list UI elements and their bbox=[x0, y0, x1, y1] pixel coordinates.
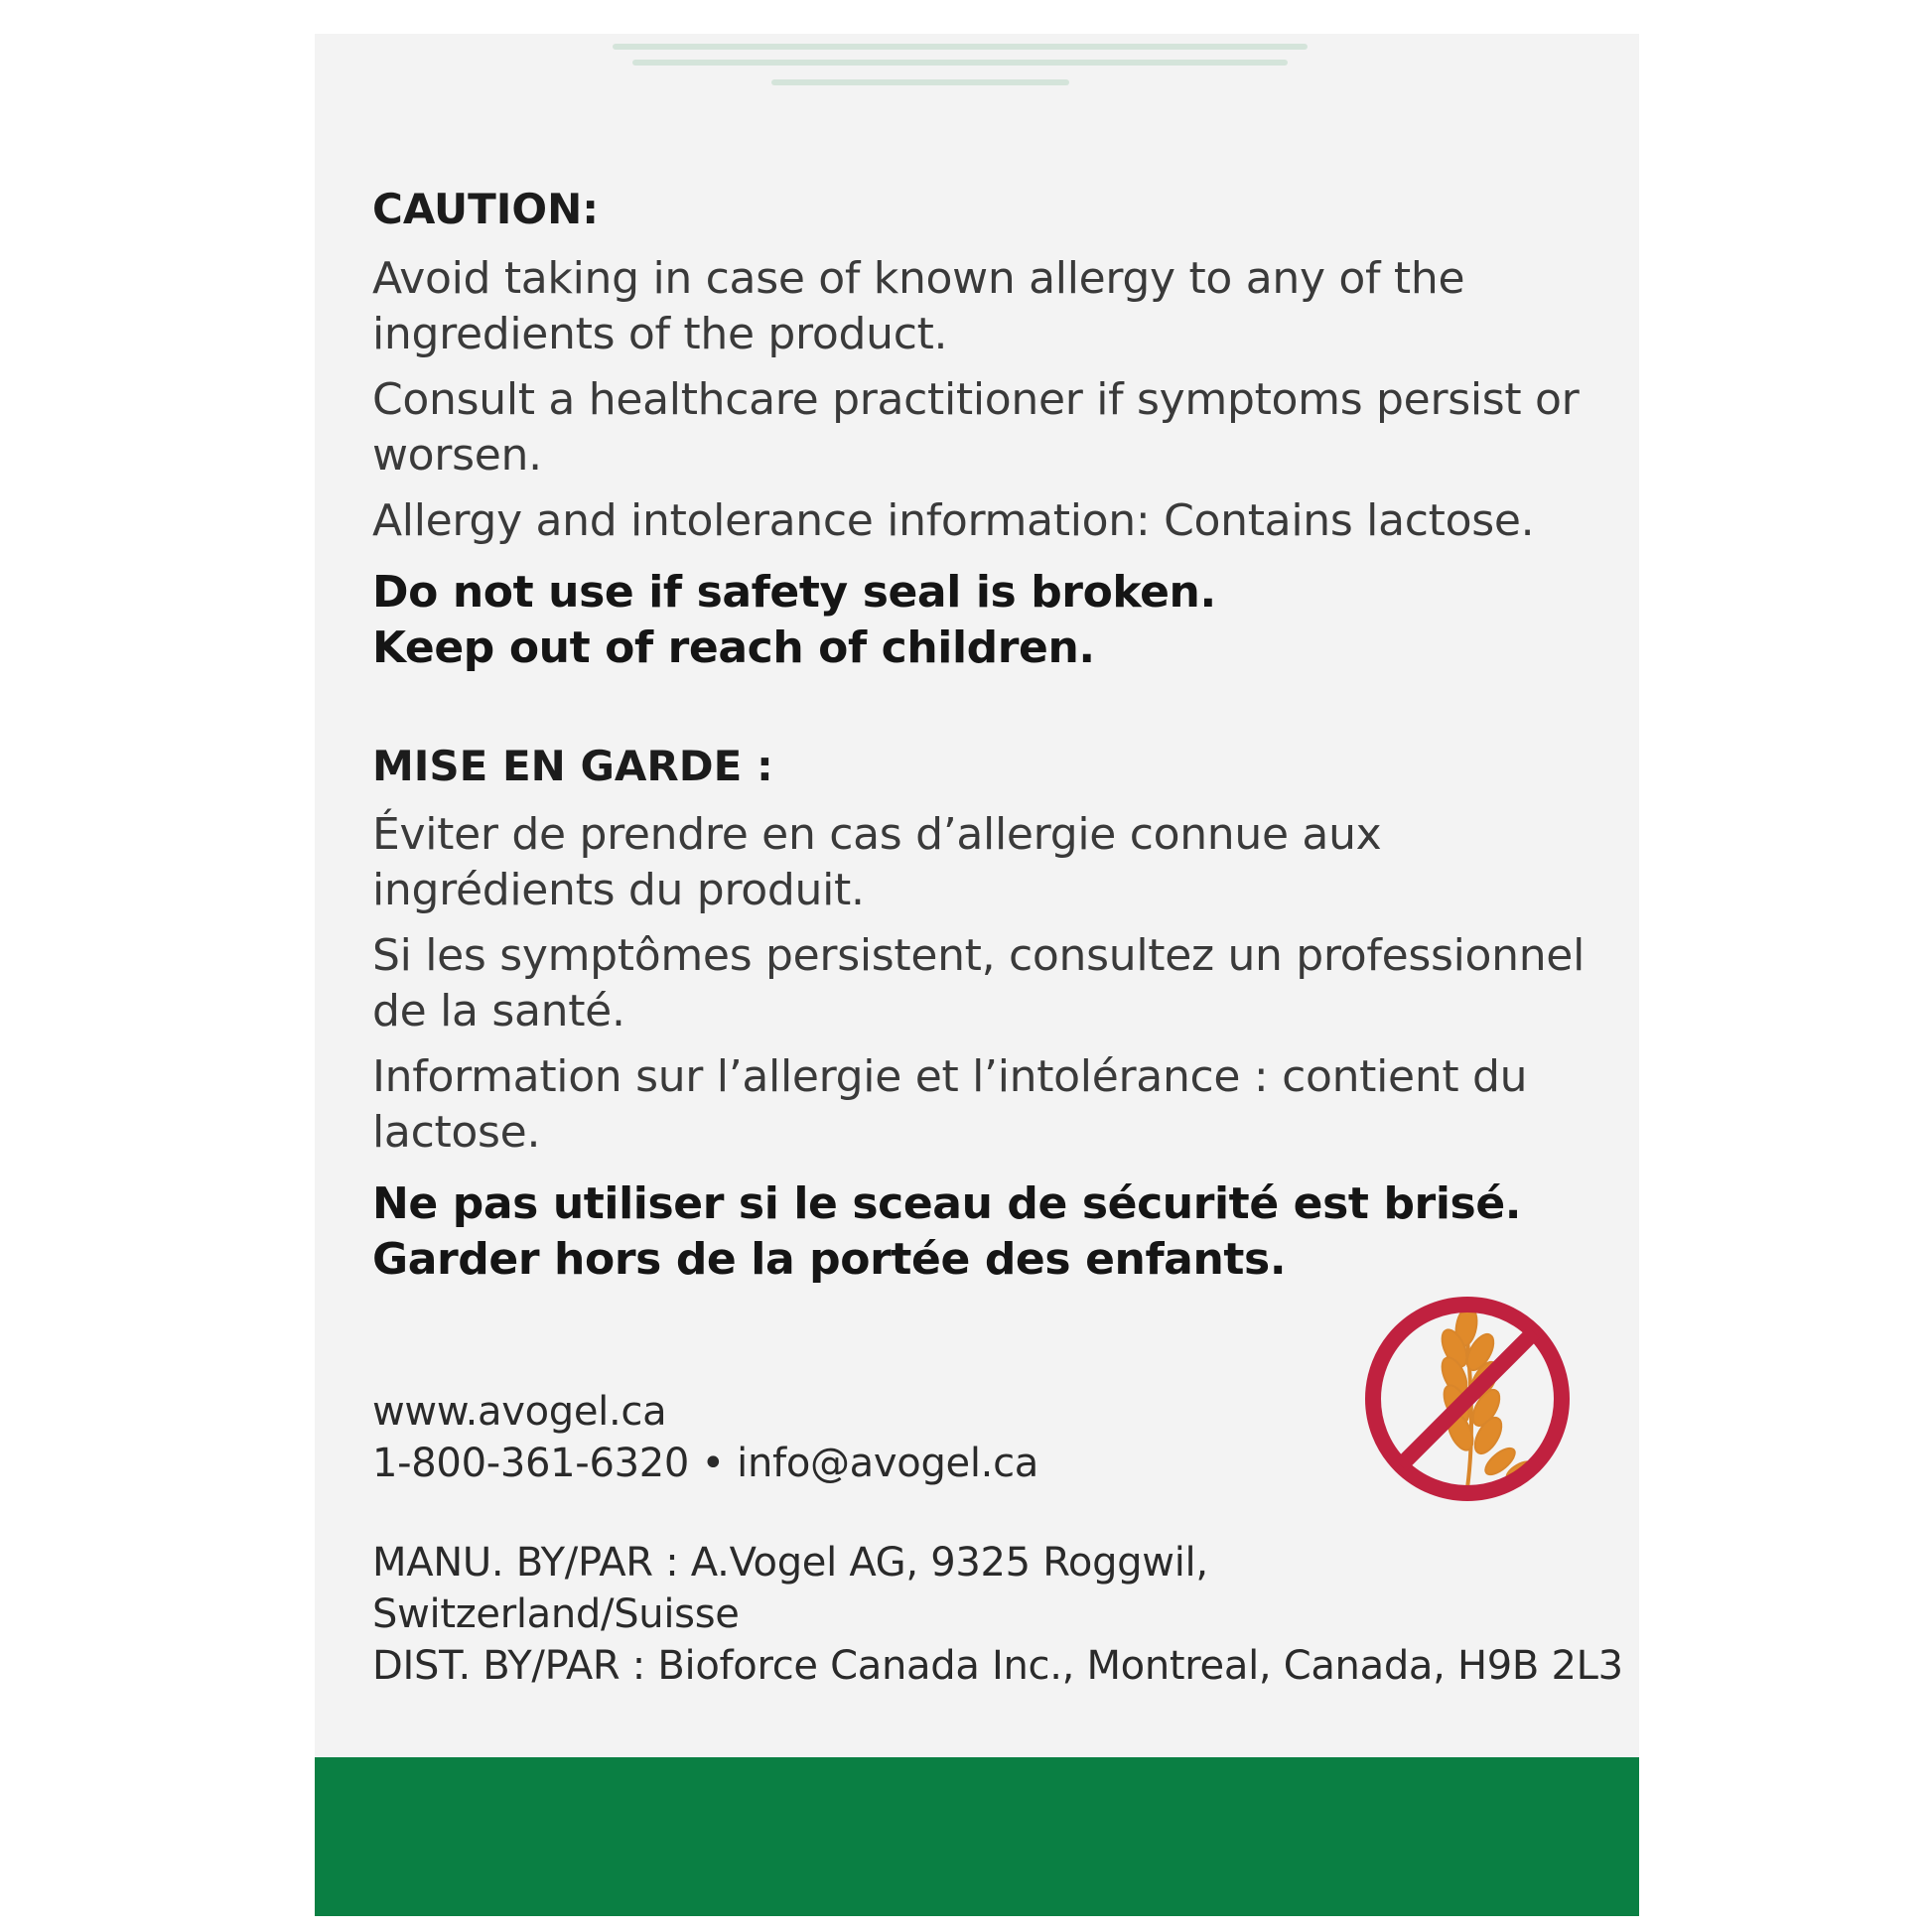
mise-en-garde-paragraph: Si les symptômes persistent, consultez un professionnel de la santé. bbox=[372, 930, 1586, 1037]
contact-info bbox=[372, 1386, 1038, 1489]
no-wheat-icon bbox=[1355, 1287, 1580, 1511]
product-box-back-panel bbox=[315, 34, 1639, 1916]
website-text: www.avogel.ca bbox=[372, 1389, 667, 1435]
english-warnings bbox=[372, 565, 1593, 676]
enfants-warning: Garder hors de la portée des enfants. bbox=[372, 1234, 1287, 1286]
caution-paragraph: Consult a healthcare practitioner if symptoms persist or worsen. bbox=[372, 373, 1580, 481]
mise-en-garde-paragraph: Information sur l’allergie et l’intolérance : contient du lactose. bbox=[372, 1051, 1528, 1159]
safety-seal-warning: Do not use if safety seal is broken. bbox=[372, 566, 1216, 618]
manufacturer-info bbox=[372, 1537, 1623, 1692]
caution-paragraph: Allergy and intolerance information: Contains lactose. bbox=[372, 494, 1535, 546]
french-warnings bbox=[372, 1176, 1593, 1288]
phone-email-text: 1-800-361-6320 • info@avogel.ca bbox=[372, 1441, 1038, 1486]
distributor-line: DIST. BY/PAR : Bioforce Canada Inc., Montreal, Canada, H9B 2L3 bbox=[372, 1643, 1623, 1689]
caution-paragraph: Avoid taking in case of known allergy to any of the ingredients of the product. bbox=[372, 252, 1465, 359]
brand-color-band bbox=[315, 1757, 1639, 1916]
sceau-warning: Ne pas utiliser si le sceau de sécurité est brisé. bbox=[372, 1178, 1522, 1230]
top-flap-print bbox=[613, 40, 1327, 99]
caution-heading: CAUTION: bbox=[372, 185, 600, 233]
manufacturer-line: MANU. BY/PAR : A.Vogel AG, 9325 Roggwil, bbox=[372, 1540, 1208, 1586]
children-warning: Keep out of reach of children. bbox=[372, 621, 1095, 673]
mise-en-garde-heading: MISE EN GARDE : bbox=[372, 741, 773, 790]
mise-en-garde-paragraph: Éviter de prendre en cas d’allergie connue aux ingrédients du produit. bbox=[372, 809, 1382, 916]
manufacturer-country: Switzerland/Suisse bbox=[372, 1591, 740, 1637]
caution-content bbox=[372, 183, 1593, 1288]
